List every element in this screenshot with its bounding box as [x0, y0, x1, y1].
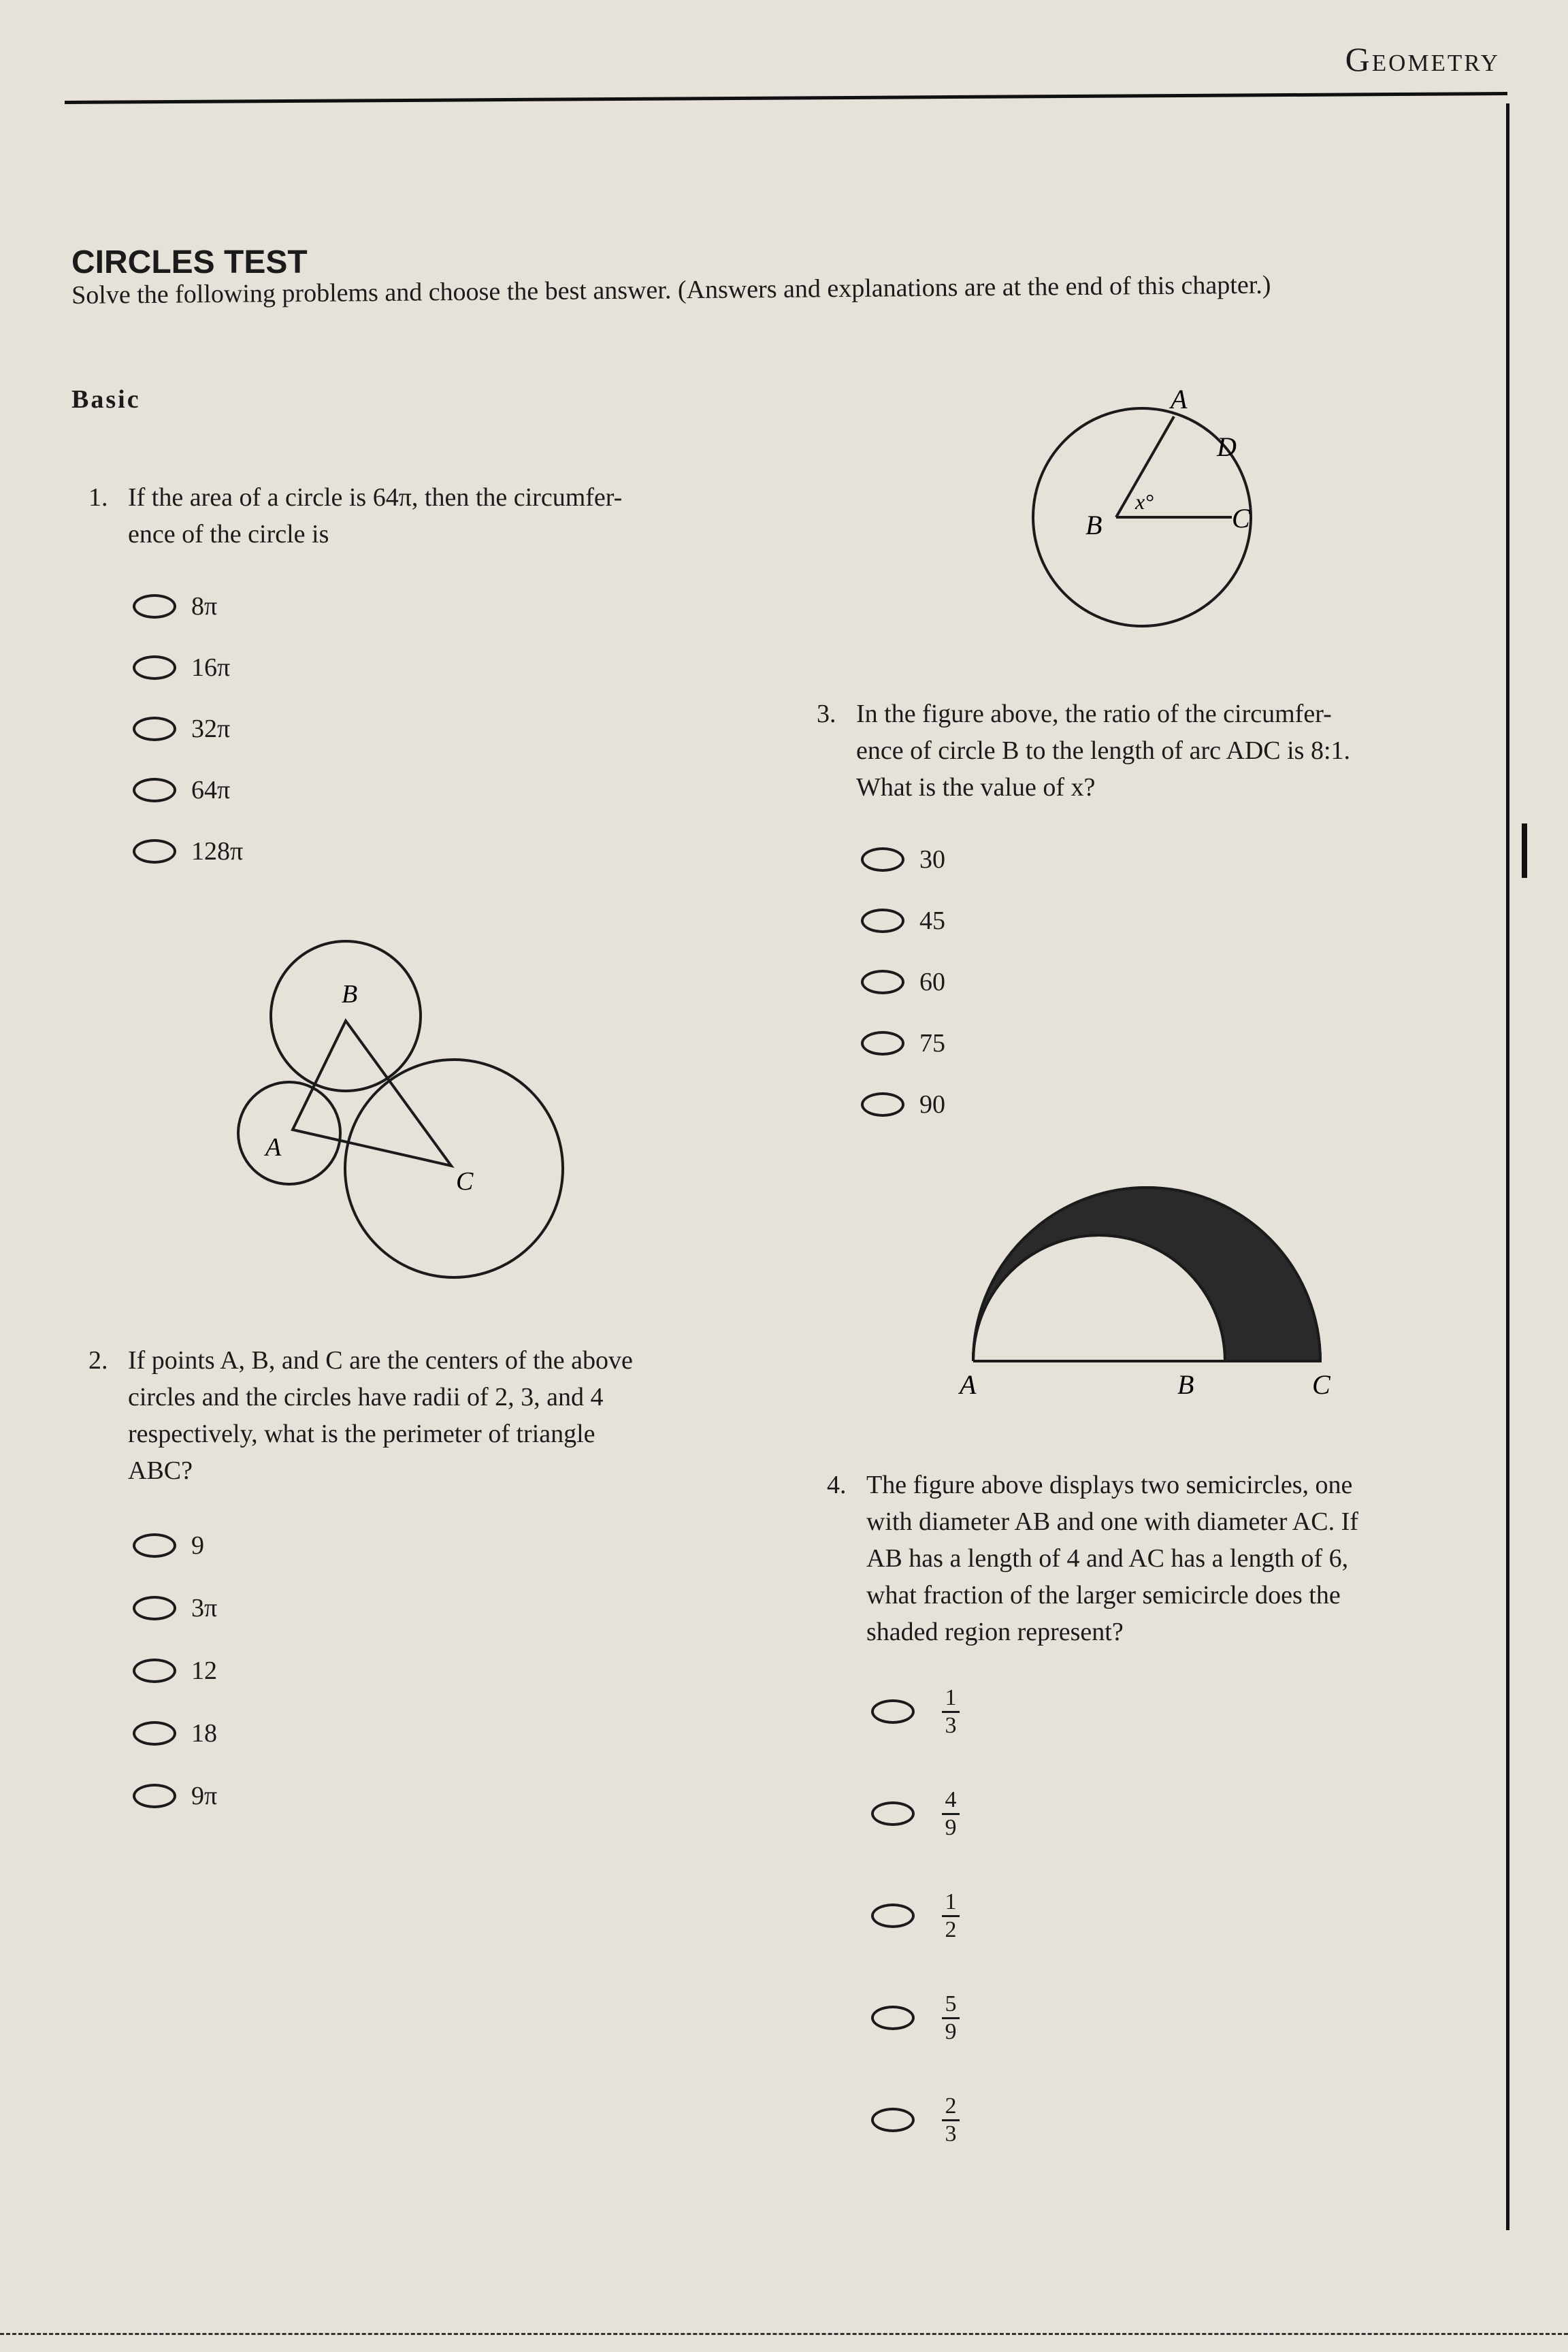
- q2-choices: [133, 1514, 217, 1827]
- answer-choice[interactable]: [133, 760, 243, 821]
- choice-label: 45: [919, 906, 945, 935]
- bubble-icon[interactable]: [133, 717, 176, 741]
- bubble-icon[interactable]: [133, 1784, 176, 1808]
- question-line: The figure above displays two semicircles, one: [866, 1471, 1353, 1499]
- bubble-icon[interactable]: [871, 2006, 915, 2030]
- question-line: ABC?: [128, 1456, 193, 1485]
- choice-label: 18: [191, 1719, 217, 1748]
- question-line: respectively, what is the perimeter of triangle: [128, 1420, 595, 1448]
- answer-choice[interactable]: [861, 890, 945, 951]
- point-label-b: B: [342, 980, 358, 1009]
- semicircles-figure: [939, 1171, 1361, 1409]
- circle-angle-figure: [987, 381, 1368, 640]
- bottom-rule: [0, 2333, 1568, 2335]
- question-text: [866, 1467, 1358, 1650]
- bubble-icon[interactable]: [133, 1659, 176, 1683]
- question-number: 4.: [827, 1471, 847, 1499]
- choice-label: 128π: [191, 837, 244, 866]
- question-text: [856, 696, 1350, 806]
- point-label-b: B: [1085, 510, 1102, 540]
- question-line: What is the value of x?: [856, 773, 1096, 802]
- answer-choice[interactable]: [133, 576, 243, 637]
- bubble-icon[interactable]: [133, 839, 176, 864]
- question-text: [128, 1342, 633, 1489]
- bubble-icon[interactable]: [133, 655, 176, 680]
- answer-choice[interactable]: [861, 951, 945, 1013]
- q1-choices: [133, 576, 243, 882]
- test-instructions: Solve the following problems and choose the best answer. (Answers and explanations are at the end of this chapter.): [71, 270, 1271, 310]
- fraction-denominator: 2: [945, 1916, 957, 1942]
- answer-choice[interactable]: [861, 1074, 945, 1135]
- bubble-icon[interactable]: [871, 1801, 915, 1826]
- bubble-icon[interactable]: [861, 909, 904, 933]
- point-label-a: A: [265, 1133, 282, 1162]
- choice-label: 8π: [191, 592, 218, 621]
- choice-label: 16π: [191, 653, 231, 682]
- question-line: AB has a length of 4 and AC has a length of 6,: [866, 1544, 1349, 1573]
- choice-label: 9: [191, 1531, 204, 1560]
- answer-choice[interactable]: [133, 1514, 217, 1577]
- angle-label-x: x°: [1135, 489, 1154, 514]
- bubble-icon[interactable]: [861, 970, 904, 994]
- circle-c: [345, 1060, 563, 1277]
- fraction: [942, 1889, 960, 1943]
- fraction-numerator: 1: [945, 1684, 957, 1710]
- fraction-numerator: 1: [945, 1889, 957, 1914]
- question-line: In the figure above, the ratio of the circumfer-: [856, 700, 1332, 728]
- point-label-a: A: [1171, 384, 1188, 414]
- choice-label: 75: [919, 1029, 945, 1058]
- point-label-c: C: [1232, 503, 1250, 534]
- question-text: [128, 479, 622, 553]
- chapter-heading: Geometry: [1345, 40, 1500, 78]
- answer-choice[interactable]: [871, 1661, 960, 1763]
- question-line: what fraction of the larger semicircle does the: [866, 1581, 1341, 1610]
- bubble-icon[interactable]: [871, 1904, 915, 1928]
- bubble-icon[interactable]: [861, 1031, 904, 1056]
- q4-choices: [871, 1661, 960, 2171]
- answer-choice[interactable]: [133, 1765, 217, 1827]
- answer-choice[interactable]: [861, 829, 945, 890]
- fraction-denominator: 3: [945, 2121, 957, 2146]
- question-number: 3.: [817, 700, 836, 728]
- choice-label: 30: [919, 845, 945, 874]
- fraction-numerator: 2: [945, 2093, 957, 2119]
- question-line: ence of circle B to the length of arc ADC is 8:1.: [856, 736, 1351, 765]
- choice-label: 64π: [191, 776, 231, 804]
- fraction-denominator: 9: [945, 1814, 957, 1840]
- top-rule: [65, 92, 1507, 104]
- fraction-denominator: 9: [945, 2019, 957, 2044]
- circle-a: [238, 1082, 340, 1184]
- bubble-icon[interactable]: [861, 847, 904, 872]
- question-number: 1.: [88, 483, 108, 512]
- choice-label: 90: [919, 1090, 945, 1119]
- fraction-numerator: 4: [945, 1786, 957, 1812]
- bubble-icon[interactable]: [133, 1721, 176, 1746]
- choice-label: 32π: [191, 715, 231, 743]
- choice-label: 3π: [191, 1594, 218, 1622]
- point-label-b: B: [1177, 1369, 1194, 1400]
- question-line: ence of the circle is: [128, 520, 329, 549]
- answer-choice[interactable]: [871, 1763, 960, 1865]
- answer-choice[interactable]: [133, 1577, 217, 1639]
- bubble-icon[interactable]: [133, 1596, 176, 1620]
- fraction-denominator: 3: [945, 1712, 957, 1738]
- question-line: shaded region represent?: [866, 1618, 1124, 1646]
- point-label-c: C: [456, 1167, 474, 1196]
- fraction: [942, 1787, 960, 1841]
- choice-label: 12: [191, 1656, 217, 1685]
- question-line: with diameter AB and one with diameter AC. If: [866, 1507, 1358, 1536]
- point-label-c: C: [1312, 1369, 1330, 1400]
- answer-choice[interactable]: [133, 698, 243, 760]
- test-title: CIRCLES TEST: [71, 244, 308, 280]
- question-line: If the area of a circle is 64π, then the circumfer-: [128, 483, 623, 512]
- fraction: [942, 1685, 960, 1739]
- q3-choices: [861, 829, 945, 1135]
- answer-choice[interactable]: [133, 821, 243, 882]
- point-label-d: D: [1217, 431, 1237, 462]
- circle-b: [271, 941, 421, 1091]
- triangle-abc: [293, 1021, 451, 1166]
- bubble-icon[interactable]: [871, 2108, 915, 2132]
- bubble-icon[interactable]: [871, 1699, 915, 1724]
- answer-choice[interactable]: [871, 1967, 960, 2069]
- question-line: If points A, B, and C are the centers of the above: [128, 1346, 633, 1375]
- question-line: circles and the circles have radii of 2, 3, and 4: [128, 1383, 604, 1411]
- fraction: [942, 1991, 960, 2045]
- answer-choice[interactable]: [133, 1702, 217, 1765]
- three-circles-figure: [225, 932, 578, 1300]
- fraction-numerator: 5: [945, 1991, 957, 2016]
- shaded-region: [973, 1188, 1320, 1361]
- bubble-icon[interactable]: [133, 594, 176, 619]
- question-number: 2.: [88, 1346, 108, 1375]
- bubble-icon[interactable]: [133, 1533, 176, 1558]
- point-label-a: A: [960, 1369, 977, 1400]
- page-edge-tab: [1522, 823, 1527, 878]
- choice-label: 9π: [191, 1782, 218, 1810]
- fraction: [942, 2093, 960, 2147]
- bubble-icon[interactable]: [133, 778, 176, 802]
- section-label: Basic: [71, 385, 141, 414]
- side-rule: [1506, 103, 1509, 2230]
- answer-choice[interactable]: [133, 1639, 217, 1702]
- answer-choice[interactable]: [133, 637, 243, 698]
- answer-choice[interactable]: [871, 2069, 960, 2171]
- choice-label: 60: [919, 968, 945, 996]
- bubble-icon[interactable]: [861, 1092, 904, 1117]
- answer-choice[interactable]: [861, 1013, 945, 1074]
- answer-choice[interactable]: [871, 1865, 960, 1967]
